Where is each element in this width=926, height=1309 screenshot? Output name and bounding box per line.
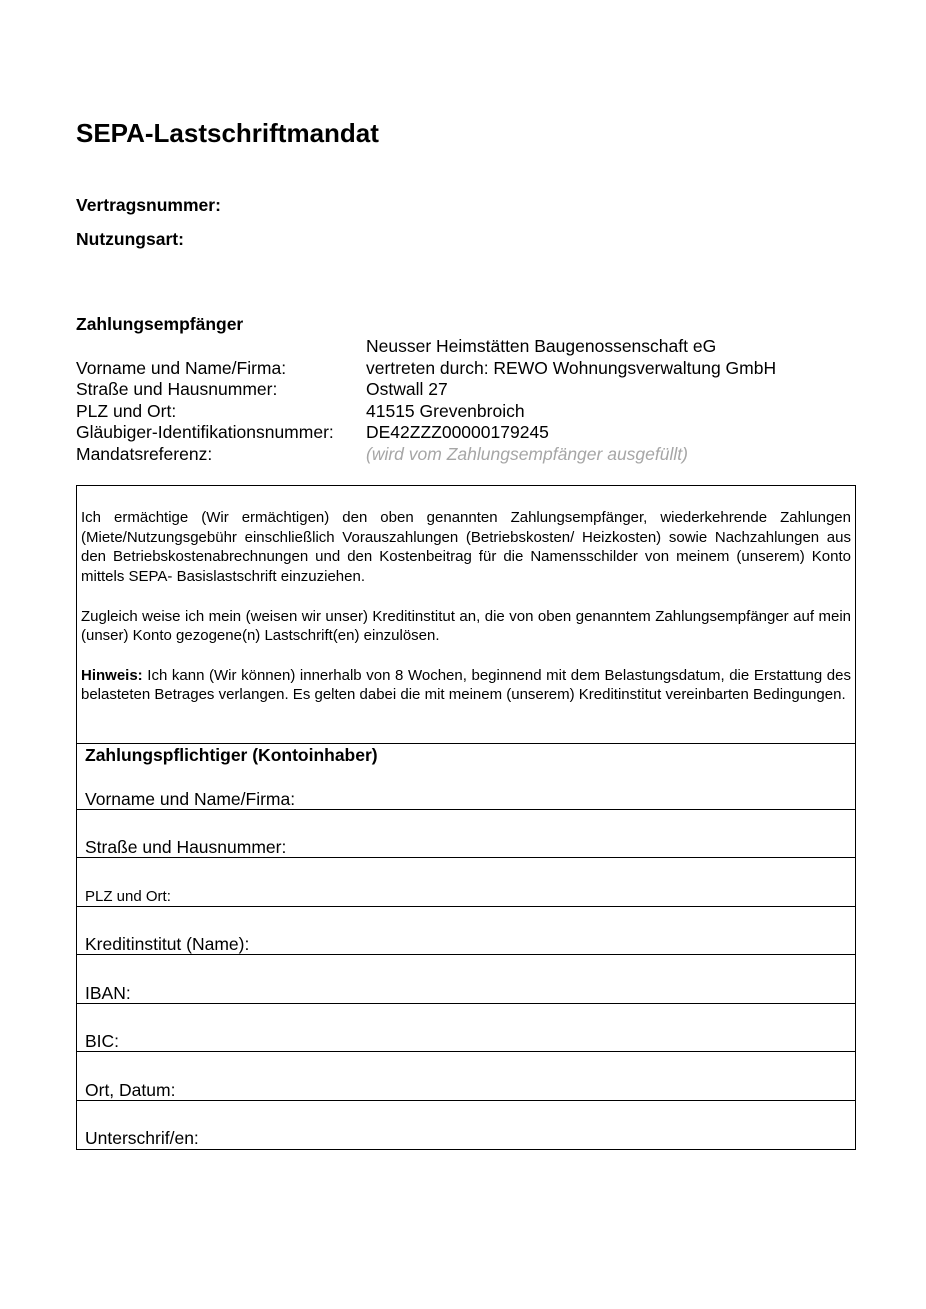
creditor-id-label: Gläubiger-Identifikationsnummer: [76, 422, 334, 442]
divider [77, 743, 855, 744]
mandate-paragraph-instruction: Zugleich weise ich mein (weisen wir unser) Kreditinstitut an, die von oben genanntem Zahlungsempfänger auf mein (unser) Konto gezogene(n) Lastschrift(en) einzulösen. [81, 607, 851, 645]
divider [77, 906, 855, 907]
creditor-details [76, 336, 776, 465]
mandate-paragraph-authorization: Ich ermächtige (Wir ermächtigen) den oben genannten Zahlungsempfänger, wiederkehrende Zahlungen (Miete/Nutzungsgebühr einschließlich Vorauszahlungen (Betriebskosten/ Heizkosten) sowie Nachzahlungen aus den Betriebskostenabrechnungen und den Kostenbeitrag für die Namensschilder von meinem (unserem) Konto mittels SEPA- Basislastschrift einzuziehen. [81, 509, 851, 586]
divider [77, 1003, 855, 1004]
creditor-street-label: Straße und Hausnummer: [76, 379, 278, 399]
creditor-heading: Zahlungsempfänger [76, 314, 244, 334]
payer-bank-field[interactable]: Kreditinstitut (Name): [85, 934, 250, 954]
creditor-row-name-line1 [76, 336, 776, 358]
creditor-street-value: Ostwall 27 [366, 379, 448, 399]
note-text: Ich kann (Wir können) innerhalb von 8 Wochen, beginnend mit dem Belastungsdatum, die Erstattung des belasteten Betrages verlangen. Es gelten dabei die mit meinem (unserem) Kreditinstitut vereinbarten Bedingungen. [81, 666, 851, 704]
creditor-name-label: Vorname und Name/Firma: [76, 357, 287, 378]
creditor-row-street [76, 379, 776, 401]
note-label: Hinweis: [81, 666, 143, 684]
creditor-row-id [76, 422, 776, 444]
mandate-text [81, 508, 851, 725]
payer-city-field[interactable]: PLZ und Ort: [85, 888, 171, 905]
payer-name-field[interactable]: Vorname und Name/Firma: [85, 789, 296, 809]
divider [77, 809, 855, 810]
divider [77, 954, 855, 955]
mandate-form-box [76, 485, 856, 1150]
creditor-row-mandate-ref [76, 444, 776, 466]
document-title: SEPA-Lastschriftmandat [76, 118, 379, 148]
divider [77, 1100, 855, 1101]
divider [77, 1051, 855, 1052]
payer-signature-field[interactable]: Unterschrif/en: [85, 1128, 199, 1148]
mandate-reference-value: (wird vom Zahlungsempfänger ausgefüllt) [366, 443, 688, 464]
mandate-paragraph-note [81, 666, 851, 705]
creditor-name-value: vertreten durch: REWO Wohnungsverwaltung GmbH [366, 357, 777, 378]
contract-number-label: Vertragsnummer: [76, 195, 221, 215]
divider [77, 857, 855, 858]
creditor-city-value: 41515 Grevenbroich [366, 400, 525, 421]
payer-street-field[interactable]: Straße und Hausnummer: [85, 837, 287, 857]
payer-bic-field[interactable]: BIC: [85, 1031, 120, 1051]
mandate-reference-label: Mandatsreferenz: [76, 443, 213, 464]
creditor-id-value: DE42ZZZ00000179245 [366, 422, 549, 442]
creditor-city-label: PLZ und Ort: [76, 400, 177, 421]
creditor-row-name [76, 358, 776, 380]
creditor-row-city [76, 401, 776, 423]
payer-place-date-field[interactable]: Ort, Datum: [85, 1080, 176, 1100]
payer-iban-field[interactable]: IBAN: [85, 983, 131, 1003]
creditor-name-line1: Neusser Heimstätten Baugenossenschaft eG [366, 336, 717, 356]
payer-heading: Zahlungspflichtiger (Kontoinhaber) [85, 745, 378, 765]
usage-type-label: Nutzungsart: [76, 229, 184, 249]
